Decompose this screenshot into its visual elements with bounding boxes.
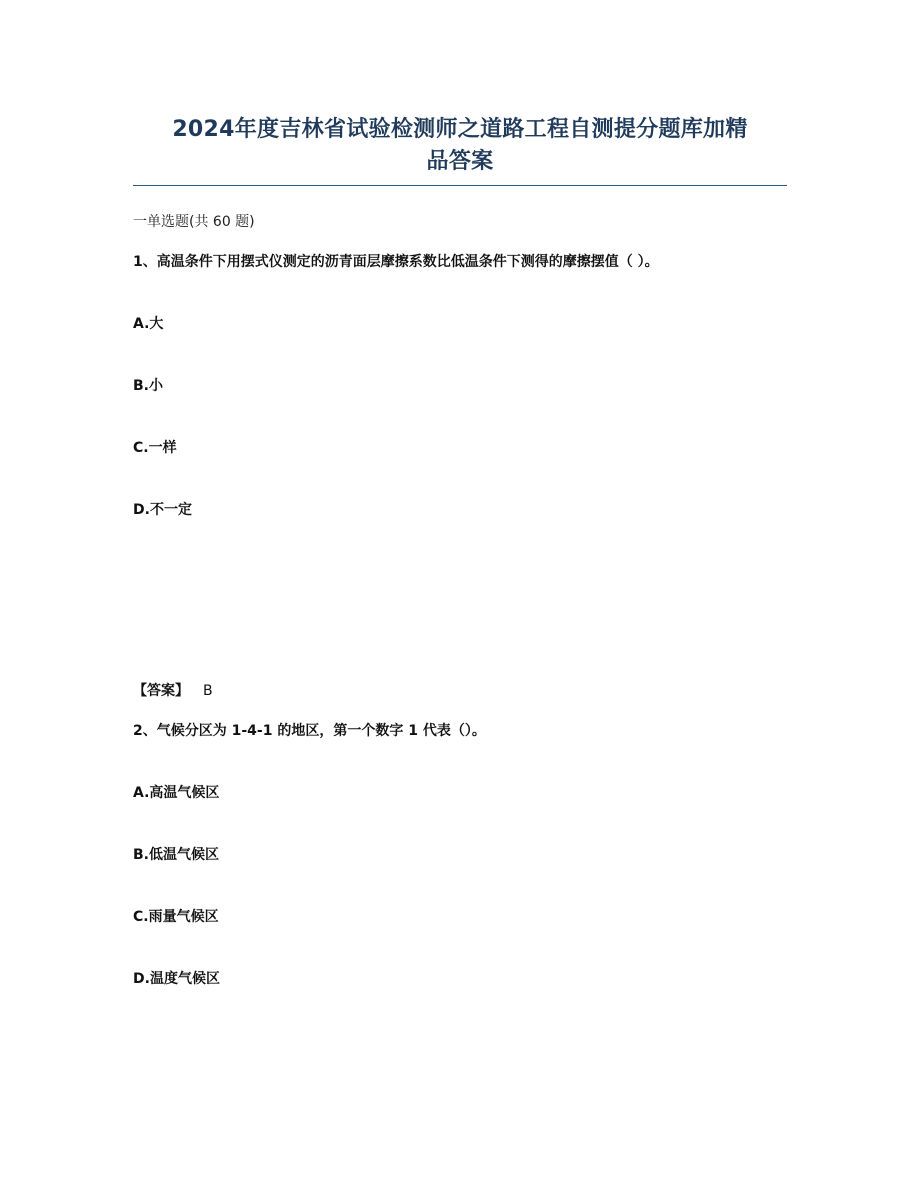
question-2-text: 2、气候分区为 1-4-1 的地区，第一个数字 1 代表（）。 xyxy=(133,723,486,739)
question-2-option-a: A.高温气候区 xyxy=(133,785,220,801)
question-1-option-d: D.不一定 xyxy=(133,502,192,518)
question-2-option-c: C.雨量气候区 xyxy=(133,909,219,925)
question-1-option-c: C.一样 xyxy=(133,440,177,456)
title-line-2: 品答案 xyxy=(426,149,494,174)
question-2-option-d: D.温度气候区 xyxy=(133,971,220,987)
question-1-answer xyxy=(133,681,213,701)
question-2-option-b: B.低温气候区 xyxy=(133,847,219,863)
document-title xyxy=(133,114,787,178)
section-label: 一单选题(共 60 题) xyxy=(133,214,255,230)
title-line-1: 2024年度吉林省试验检测师之道路工程自测提分题库加精 xyxy=(172,117,748,142)
question-1-option-b: B.小 xyxy=(133,378,163,394)
title-divider xyxy=(133,185,787,186)
question-1-text: 1、高温条件下用摆式仪测定的沥青面层摩擦系数比低温条件下测得的摩擦摆值（ ）。 xyxy=(133,254,659,270)
answer-value: B xyxy=(203,683,213,699)
question-1-option-a: A.大 xyxy=(133,316,164,332)
answer-label: 【答案】 xyxy=(133,683,189,699)
